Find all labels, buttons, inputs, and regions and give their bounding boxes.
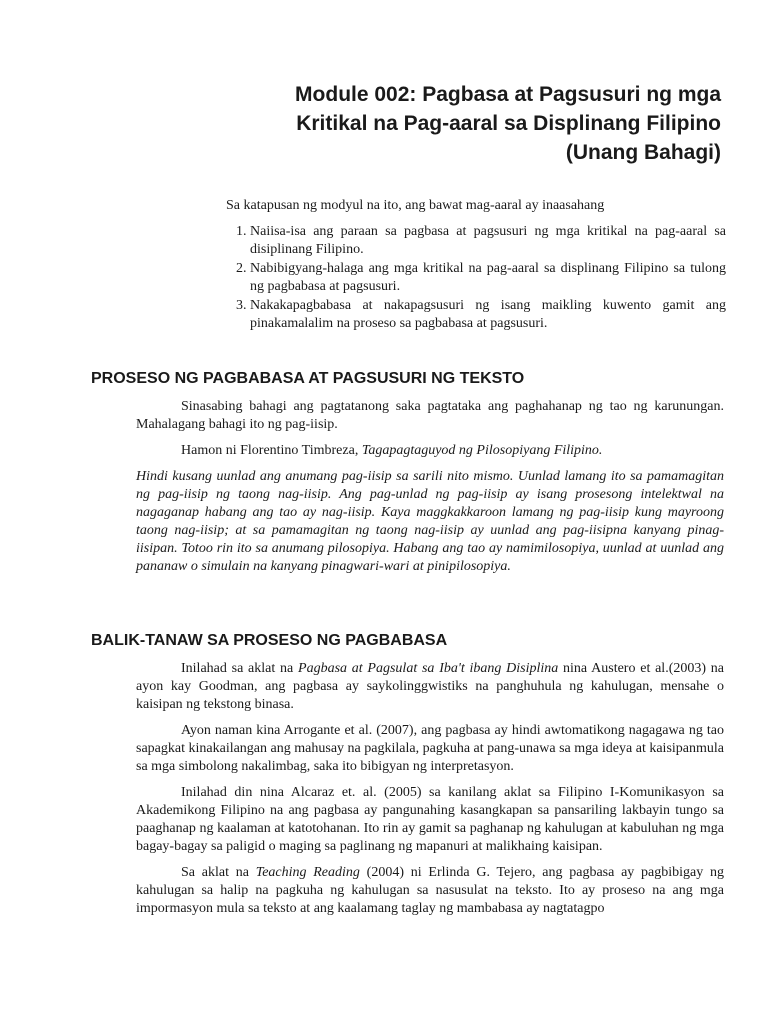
learning-objectives <box>226 197 726 334</box>
attribution-title: Tagapagtaguyod ng Pilosopiyang Filipino. <box>361 443 603 458</box>
paragraph <box>136 660 724 714</box>
section-heading-balik-tanaw: BALIK-TANAW SA PROSESO NG PAGBABASA <box>91 632 448 649</box>
paragraph-text: nina Austero et al.(2003) na ayon kay Goodman, ang pagbasa ay saykolinggwistiks na panghuhula ng kahulugan, mensahe o kaisipan ng tekstong binasa. <box>136 661 725 712</box>
objective-item: 3. Nakakapagbabasa at nakapagsusuri ng isang maikling kuwento gamit ang pinakamalalim na proseso sa pagbabasa at pagsusuri. <box>250 297 726 333</box>
section-heading-proseso: PROSESO NG PAGBABASA AT PAGSUSURI NG TEKSTO <box>91 370 525 387</box>
objective-item: 1. Naiisa-isa ang paraan sa pagbasa at pagsusuri ng mga kritikal na pag-aaral sa disiplinang Filipino. <box>250 223 726 259</box>
attribution <box>136 442 724 460</box>
objectives-intro: Sa katapusan ng modyul na ito, ang bawat mag-aaral ay inaasahang <box>226 198 605 213</box>
book-title: Pagbasa at Pagsulat sa Iba't ibang Disiplina <box>298 661 559 676</box>
attribution-text: Hamon ni Florentino Timbreza, <box>181 443 362 458</box>
paragraph: Ayon naman kina Arrogante et al. (2007), ang pagbasa ay hindi awtomatikong nagagawa ng tao sapagkat kinakailangan ang mahusay na pagkilala, pagkuha at pang-unawa sa mga ideya at kaisipanmula sa mga simbolong nakalimbag, saka ito bibigyan ng interpretasyon. <box>136 723 724 774</box>
paragraph <box>136 864 724 918</box>
title-line-2: Kritikal na Pag-aaral sa Displinang Filipino <box>296 112 721 135</box>
module-title <box>121 80 721 167</box>
paragraph: Inilahad din nina Alcaraz et. al. (2005) sa kanilang aklat sa Filipino I-Komunikasyon sa Akademikong Filipino na ang pagbasa ay pangunahing kasangkapan sa pansariling lakbayin tungo sa paaghanap ng kaalaman at katotohanan. Ito rin ay gamit sa paghanap ng kahulugan at kabuluhan ng mga bagay-bagay sa paligid o maging sa paglinang ng mapanuri at malikhaing kaisipan. <box>136 785 724 854</box>
objective-item: 2. Nabibigyang-halaga ang mga kritikal na pag-aaral sa displinang Filipino sa tulong ng pagbabasa at pagsusuri. <box>250 260 726 296</box>
block-quote: Hindi kusang uunlad ang anumang pag-iisip sa sarili nito mismo. Uunlad lamang ito sa pamamagitan ng pag-iisip ng taong nag-iisip. Ang pag-unlad ng pag-iisip ay isang prosesong intelektwal na nagaganap habang ang tao ay nag-iisip. Kaya maggkakkaroon lamang ng pag-iisip kung mayroong taong nag-iisip; at sa pamamagitan ng taong nag-iisip ay uunlad ang pag-iisipna kanyang pinag-iisipan. Totoo rin ito sa anumang pilosopiya. Habang ang tao ay namimilosopiya, uunlad at uunlad ang pananaw o simulain na kanyang pinagwari-wari at pinipilosopiya. <box>136 469 724 574</box>
title-line-1: Module 002: Pagbasa at Pagsusuri ng mga <box>295 83 721 106</box>
section-body-balik-tanaw <box>136 660 724 926</box>
paragraph: Sinasabing bahagi ang pagtatanong saka pagtataka ang paghahanap ng tao ng karunungan. Mahalagang bahagi ito ng pag-iisip. <box>136 399 724 432</box>
section-body-proseso <box>136 398 724 584</box>
title-line-3: (Unang Bahagi) <box>565 141 721 164</box>
paragraph-text: Inilahad sa aklat na <box>181 661 299 676</box>
paragraph-text: (2004) ni Erlinda G. Tejero, ang pagbasa ay pagbibigay ng kahulugan sa halip na pagkuha ng kahulugan sa nasusulat na teksto. Ito ay proseso na ang mga impormasyon mula sa teksto at ang kaalamang taglay ng mambabasa ay nagtatagpo <box>136 865 725 916</box>
book-title: Teaching Reading <box>255 865 360 880</box>
objectives-list <box>226 223 726 333</box>
paragraph-text: Sa aklat na <box>181 865 256 880</box>
